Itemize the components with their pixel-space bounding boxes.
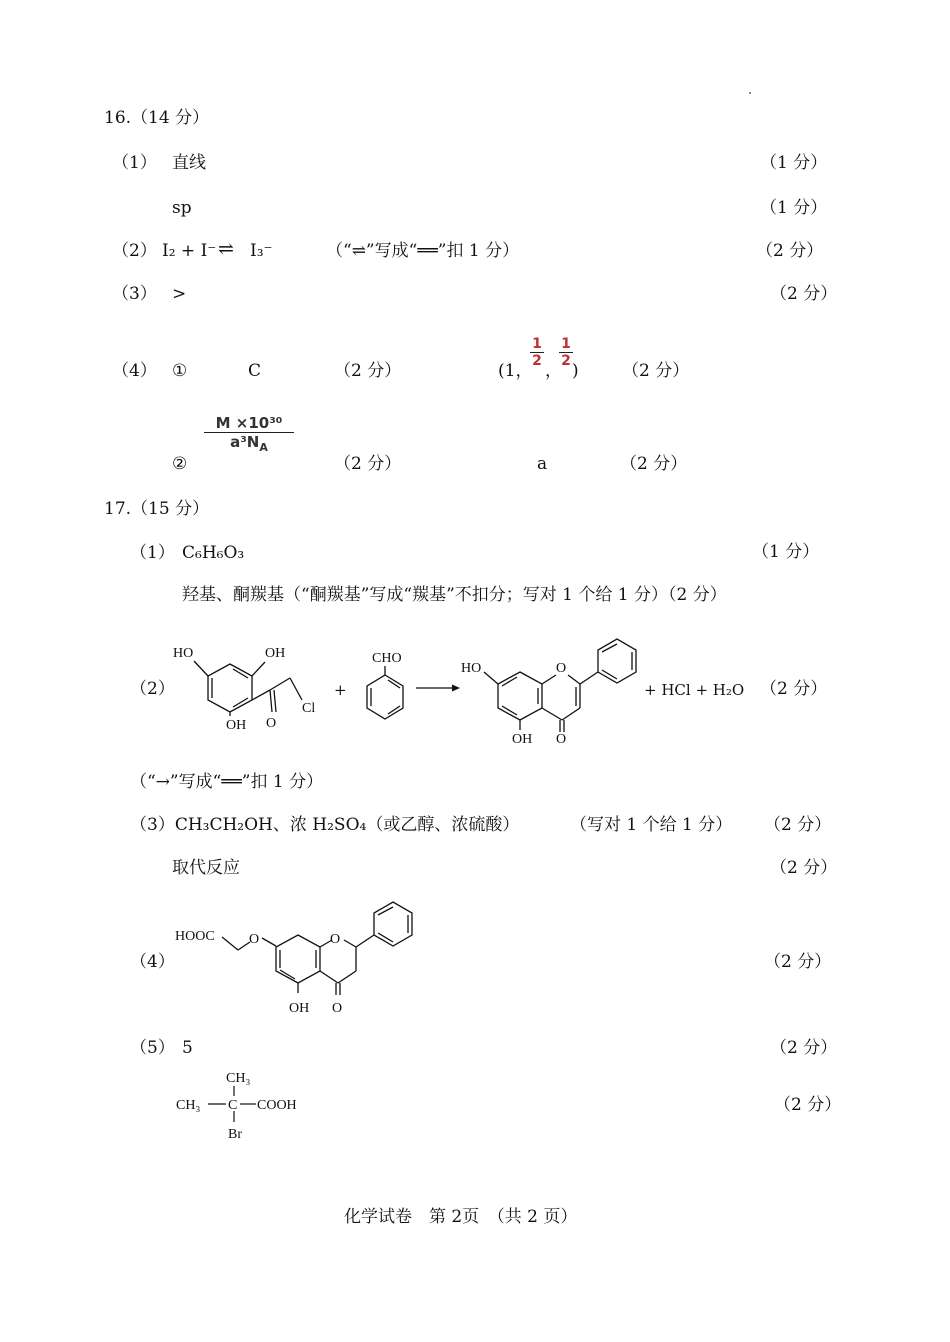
q16-p4-score-coord: （2 分） <box>622 361 690 381</box>
q17-p3-reaction: 取代反应 <box>172 858 240 878</box>
s1-cl: Cl <box>302 701 316 716</box>
s3-ho: HO <box>461 661 482 676</box>
q17-header: 17.（15 分） <box>104 499 210 519</box>
q16-p3-score: （2 分） <box>770 284 838 304</box>
q16-p2-eq-right: I₃⁻ <box>250 241 273 261</box>
q16-p1-answer-2: sp <box>172 198 192 218</box>
q16-p4-coord-open: (1， <box>498 361 533 381</box>
reaction-plus: + <box>334 681 347 699</box>
q17-p2-label: （2） <box>130 679 175 699</box>
q17-p1-groups: 羟基、酮羰基（“酮羰基”写成“羰基”不扣分；写对 1 个给 1 分）（2 分） <box>182 585 727 605</box>
q16-p1-label: （1） <box>112 153 157 173</box>
structure-flavanone-acid <box>170 895 420 1020</box>
s5-br: Br <box>228 1127 242 1142</box>
q17-p3-note: （写对 1 个给 1 分） <box>570 815 733 835</box>
s4-oh: OH <box>289 1001 310 1016</box>
reactant-chloroacetyl-phloroglucinol <box>165 640 335 740</box>
s3-o-ring: O <box>556 661 567 676</box>
q17-p2-note: （“→”写成“══”扣 1 分） <box>130 772 324 792</box>
q16-p4-label: （4） <box>112 361 157 381</box>
s5-ch3-left: CH₃ <box>176 1098 201 1113</box>
s2-cho: CHO <box>372 651 402 666</box>
q17-p1-formula: C₆H₆O₃ <box>182 543 245 563</box>
product-chrysin <box>455 625 645 750</box>
q17-p5-answer: 5 <box>182 1038 193 1058</box>
s4-hooc: HOOC <box>175 929 215 944</box>
s4-o: O <box>332 1001 343 1016</box>
q16-p2-label: （2） <box>112 241 157 261</box>
s5-ch3-top: CH₃ <box>226 1071 251 1086</box>
q17-p3-line: （3）CH₃CH₂OH、浓 H₂SO₄（或乙醇、浓硫酸） <box>130 815 520 835</box>
q16-p4-circle-2: ② <box>172 454 188 474</box>
q16-p4-coord-close: ) <box>572 361 579 381</box>
s1-o: O <box>266 716 277 731</box>
s4-o-ring: O <box>330 932 341 947</box>
q16-p3-answer: > <box>172 284 187 304</box>
q17-p3-score: （2 分） <box>764 815 832 835</box>
q17-p1-score: （1 分） <box>752 542 820 562</box>
s1-ho: HO <box>173 646 194 661</box>
s5-c: C <box>228 1098 238 1113</box>
q17-p3-reaction-score: （2 分） <box>770 858 838 878</box>
q16-p3-label: （3） <box>112 284 157 304</box>
s4-o-ether: O <box>249 932 260 947</box>
s3-o: O <box>556 732 567 747</box>
q16-p2-score: （2 分） <box>756 241 824 261</box>
s1-oh-top: OH <box>265 646 286 661</box>
stray-dot <box>749 92 751 94</box>
q16-p4-score-a: （2 分） <box>620 454 688 474</box>
q16-p1-score-2: （1 分） <box>760 198 828 218</box>
q16-p4-fraction-1: 1 2 <box>530 336 544 369</box>
q17-p5-struct-score: （2 分） <box>774 1095 842 1115</box>
s5-cooh: COOH <box>257 1098 297 1113</box>
s1-oh-bottom: OH <box>226 718 247 733</box>
q16-p4-score-density: （2 分） <box>334 454 402 474</box>
reactant-benzaldehyde <box>355 645 415 725</box>
structure-bromo-acid <box>170 1062 320 1147</box>
s3-oh: OH <box>512 732 533 747</box>
q17-p1-label: （1） <box>130 543 175 563</box>
q17-p4-score: （2 分） <box>764 952 832 972</box>
q16-header: 16.（14 分） <box>104 108 210 128</box>
q16-p1-answer-1: 直线 <box>172 153 206 173</box>
q16-p4-circle-1: ① <box>172 361 188 381</box>
q17-p2-byproducts: + HCl + H₂O <box>644 681 745 699</box>
q16-p4-coord-sep: ， <box>545 361 562 381</box>
q17-p2-score: （2 分） <box>760 679 828 699</box>
q16-p4-score-c: （2 分） <box>334 361 402 381</box>
q16-p4-answer-c: C <box>248 361 262 381</box>
q16-p4-fraction-2: 1 2 <box>559 336 573 369</box>
equilibrium-arrow-icon: ⇌ <box>218 238 234 260</box>
q16-p2-eq-left: I₂ + I⁻ <box>162 241 217 261</box>
page-footer: 化学试卷 第 2页 （共 2 页） <box>344 1207 578 1227</box>
q16-p4-answer-a: a <box>537 454 548 474</box>
q17-p4-label: （4） <box>130 952 175 972</box>
q17-p5-label: （5） <box>130 1038 175 1058</box>
q16-p2-note: （“⇌”写成“══”扣 1 分） <box>326 241 520 261</box>
q16-p1-score-1: （1 分） <box>760 153 828 173</box>
q17-p5-score: （2 分） <box>770 1038 838 1058</box>
density-formula: M ×10³⁰ $a^3N_A$ <box>204 414 294 454</box>
